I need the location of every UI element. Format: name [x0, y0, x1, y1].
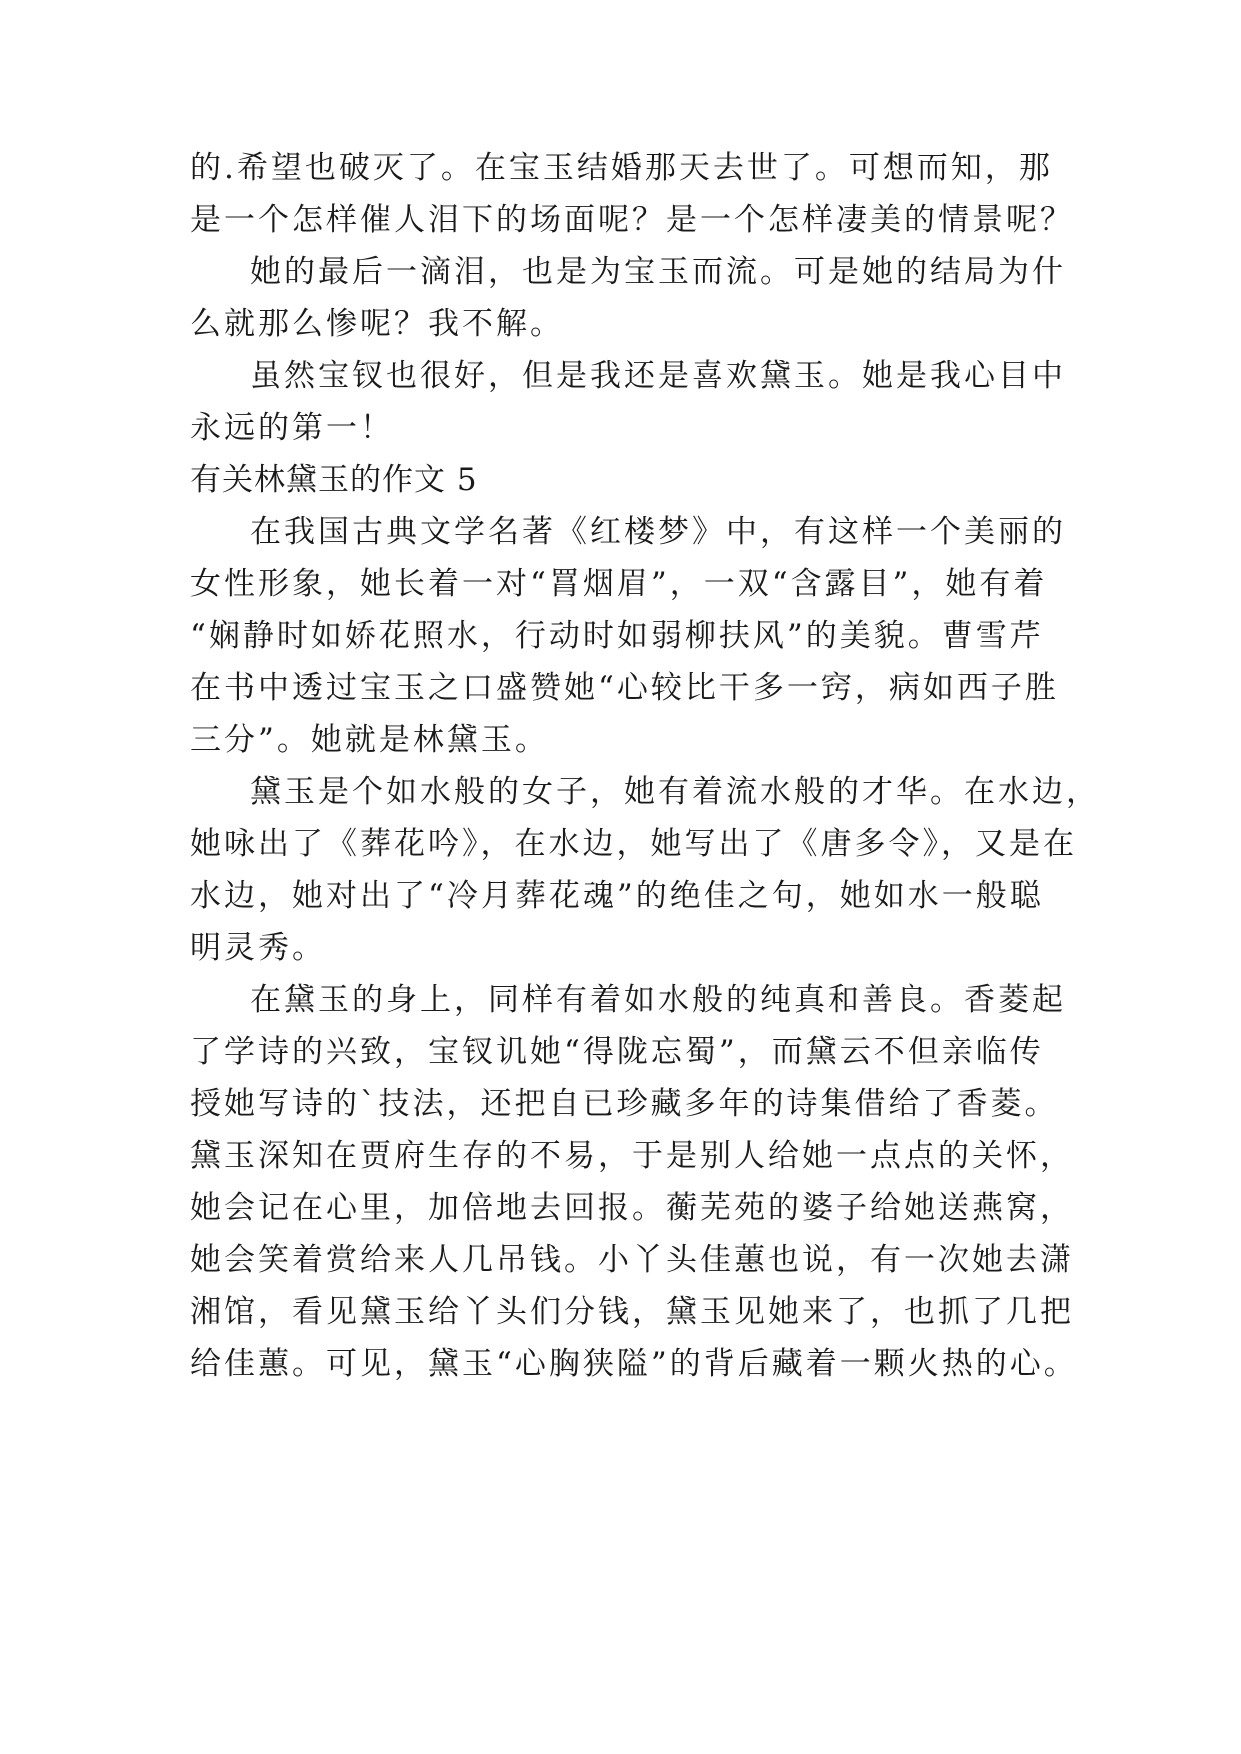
text-line: 了学诗的兴致，宝钗讥她“得陇忘蜀”，而黛云不但亲临传 [190, 1034, 1044, 1070]
section-heading: 有关林黛玉的作文 5 [190, 462, 478, 498]
text-line: 明灵秀。 [190, 930, 326, 966]
text-line: 的.希望也破灭了。在宝玉结婚那天去世了。可想而知，那 [190, 150, 1053, 186]
text-line: 永远的第一！ [190, 410, 394, 446]
text-line: 湘馆，看见黛玉给丫头们分钱，黛玉见她来了，也抓了几把 [190, 1294, 1074, 1330]
paragraph-first-line: 她的最后一滴泪，也是为宝玉而流。可是她的结局为什 [250, 254, 1066, 290]
text-line: “娴静时如娇花照水，行动时如弱柳扶风”的美貌。曹雪芹 [190, 618, 1044, 654]
text-line: 黛玉深知在贾府生存的不易，于是别人给她一点点的关怀， [190, 1138, 1074, 1174]
text-line: 么就那么惨呢？我不解。 [190, 306, 564, 342]
text-line: 她会笑着赏给来人几吊钱。小丫头佳蕙也说，有一次她去潇 [190, 1242, 1074, 1278]
paragraph-first-line: 黛玉是个如水般的女子，她有着流水般的才华。在水边， [250, 774, 1100, 810]
text-line: 三分”。她就是林黛玉。 [190, 722, 549, 758]
text-line: 授她写诗的`技法，还把自已珍藏多年的诗集借给了香菱。 [190, 1086, 1059, 1122]
paragraph-first-line: 在我国古典文学名著《红楼梦》中，有这样一个美丽的 [250, 514, 1066, 550]
text-line: 她咏出了《葬花吟》，在水边，她写出了《唐多令》，又是在 [190, 826, 1077, 862]
paragraph-first-line: 虽然宝钗也很好，但是我还是喜欢黛玉。她是我心目中 [250, 358, 1066, 394]
text-line: 她会记在心里，加倍地去回报。蘅芜苑的婆子给她送燕窝， [190, 1190, 1074, 1226]
paragraph-first-line: 在黛玉的身上，同样有着如水般的纯真和善良。香菱起 [250, 982, 1066, 1018]
text-line: 是一个怎样催人泪下的场面呢？是一个怎样凄美的情景呢？ [190, 202, 1074, 238]
text-line: 在书中透过宝玉之口盛赞她“心较比干多一窍，病如西子胜 [190, 670, 1059, 706]
text-line: 给佳蕙。可见，黛玉“心胸狭隘”的背后藏着一颗火热的心。 [190, 1346, 1078, 1382]
text-line: 水边，她对出了“冷月葬花魂”的绝佳之句，她如水一般聪 [190, 878, 1044, 914]
text-line: 女性形象，她长着一对“罥烟眉”，一双“含露目”，她有着 [190, 566, 1048, 602]
